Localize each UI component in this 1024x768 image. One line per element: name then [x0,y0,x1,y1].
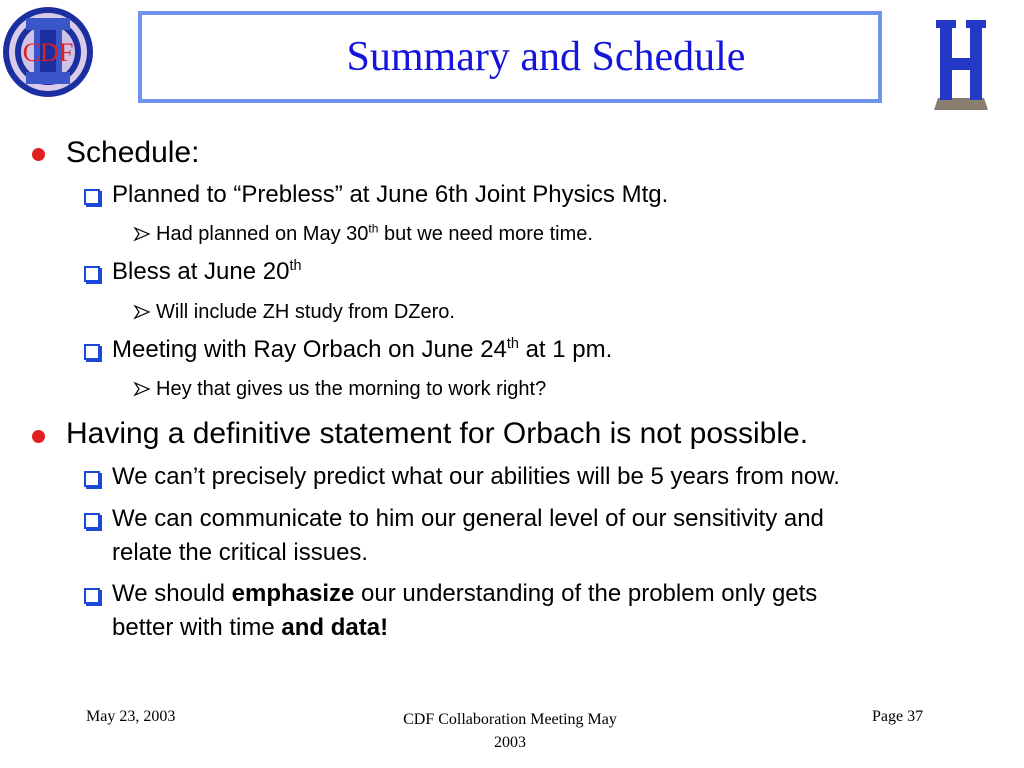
footer-meeting: CDF Collaboration Meeting May 2003 [403,711,617,751]
bullet-zh: Will include ZH study from DZero. [156,301,455,323]
cdf-logo-text: CDF [22,38,74,67]
square-bullet [84,266,100,282]
square-bullet [84,344,100,360]
footer-date: May 23, 2003 [86,708,176,725]
bullet-communicate-1: We can communicate to him our general level of our sensitivity and [112,505,824,532]
bullet-better-with-time: better with time and data! [112,614,389,641]
bullet-morning: Hey that gives us the morning to work right? [156,378,547,400]
bullet-emphasize: We should emphasize our understanding of the problem only gets [112,580,818,607]
arrow-bullet-icon [133,304,151,320]
bullet-schedule: Schedule: [66,136,200,169]
bullet-prebless: Planned to “Prebless” at June 6th Joint Physics Mtg. [112,181,669,208]
bullet-dot [32,430,45,443]
bullet-communicate-2: relate the critical issues. [112,539,369,566]
bullet-definitive: Having a definitive statement for Orbach is not possible. [66,417,809,450]
bullet-bless: Bless at June 20th [112,258,302,285]
bullet-predict: We can’t precisely predict what our abilities will be 5 years from now. [112,463,840,490]
page-title: Summary and Schedule [346,34,746,80]
bullet-may30: Had planned on May 30th but we need more time. [156,221,593,245]
arrow-bullet-icon [133,226,151,242]
square-bullet [84,471,100,487]
arrow-bullet-icon [133,381,151,397]
footer-page-number: Page 37 [872,708,924,725]
h-logo-text: H [960,113,962,114]
bullet-dot [32,148,45,161]
bullet-orbach-meeting: Meeting with Ray Orbach on June 24th at 1 pm. [112,336,613,363]
square-bullet [84,588,100,604]
square-bullet [84,513,100,529]
square-bullet [84,189,100,205]
